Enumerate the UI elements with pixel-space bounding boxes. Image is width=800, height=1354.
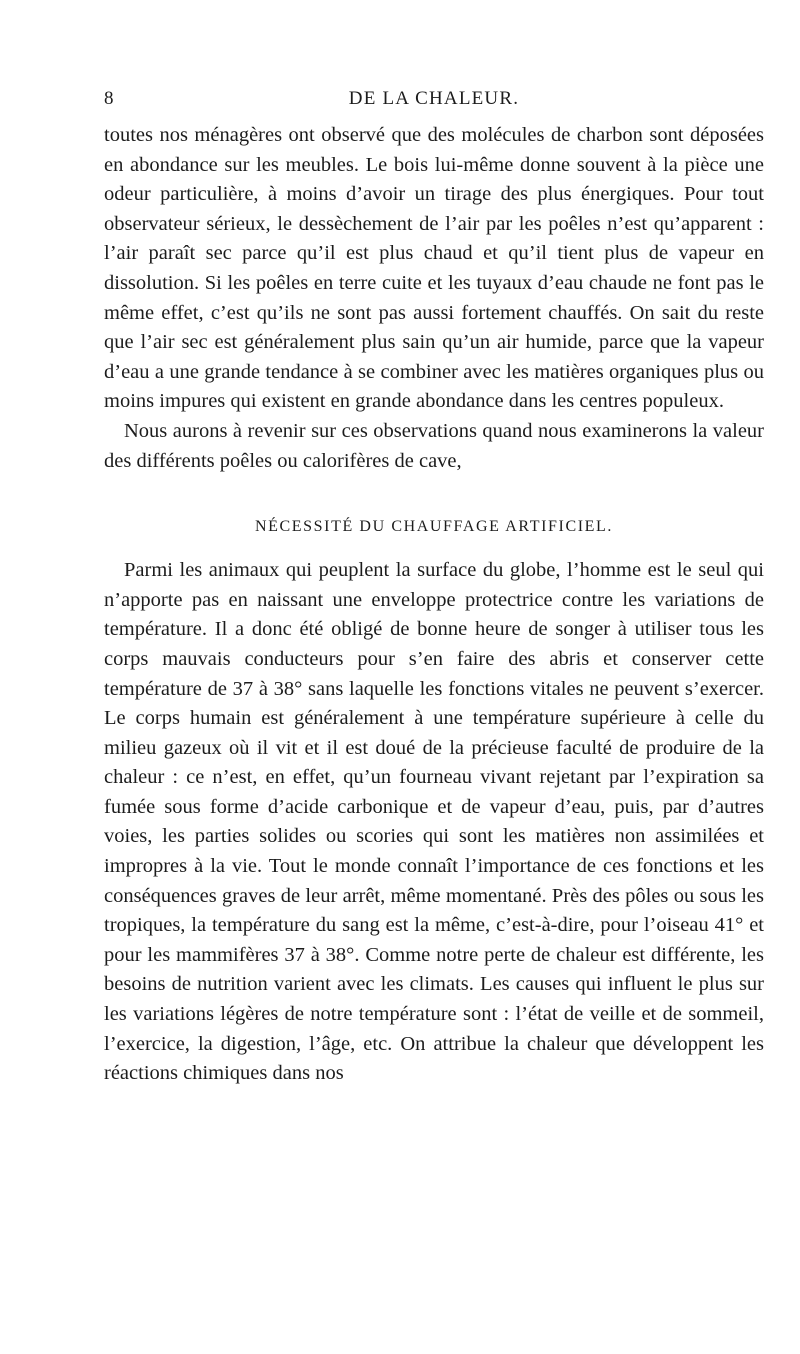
page-number: 8 — [104, 88, 114, 109]
text-block — [104, 121, 764, 1089]
running-title: DE LA CHALEUR. — [348, 88, 520, 109]
running-head — [104, 88, 764, 114]
paragraph-3: Parmi les animaux qui peuplent la surface du globe, l’homme est le seul qui n’apporte pas en naissant une enveloppe protectrice contre les variations de température. Il a donc été obligé de bonne heure de songer à utiliser tous les corps mauvais conducteurs pour s’en faire des abris et conserver cette température de 37 à 38° sans laquelle les fonctions vitales ne peuvent s’exercer. Le corps humain est généralement à une température supérieure à celle du milieu gazeux où il vit et il est doué de la précieuse faculté de produire de la chaleur : ce n’est, en effet, qu’un fourneau vivant rejetant par l’expiration sa fumée sous forme d’acide carbonique et de vapeur d’eau, puis, par d’autres voies, les parties solides ou scories qui sont les matières non assimilées et impropres à la vie. Tout le monde connaît l’importance de ces fonctions et les conséquences graves de leur arrêt, même momentané. Près des pôles ou sous les tropiques, la température du sang est la même, c’est-à-dire, pour l’oiseau 41° et pour les mammifères 37 à 38°. Comme notre perte de chaleur est différente, les besoins de nutrition varient avec les climats. Les causes qui influent le plus sur les variations légères de notre température sont : l’état de veille et de sommeil, l’exercice, la digestion, l’âge, etc. On attribue la chaleur que développent les réactions chimiques dans nos — [104, 559, 764, 1085]
paragraph-1: toutes nos ménagères ont observé que des molécules de charbon sont déposées en abondance sur les meubles. Le bois lui-même donne souvent à la pièce une odeur particulière, à moins d’avoir un tirage des plus énergiques. Pour tout observateur sérieux, le dessèchement de l’air par les poêles n’est qu’apparent : l’air paraît sec parce qu’il est plus chaud et qu’il tient plus de vapeur en dissolution. Si les poêles en terre cuite et les tuyaux d’eau chaude ne font pas le même effet, c’est qu’ils ne sont pas aussi fortement chauffés. On sait du reste que l’air sec est généralement plus sain qu’un air humide, parce que la vapeur d’eau a une grande tendance à se combiner avec les matières organiques plus ou moins impures qui existent en grande abondance dans les centres populeux. — [104, 124, 764, 413]
section-heading: NÉCESSITÉ DU CHAUFFAGE ARTIFICIEL. — [254, 518, 614, 536]
paragraph-2: Nous aurons à revenir sur ces observations quand nous examinerons la valeur des différents poêles ou calorifères de cave, — [104, 419, 764, 472]
